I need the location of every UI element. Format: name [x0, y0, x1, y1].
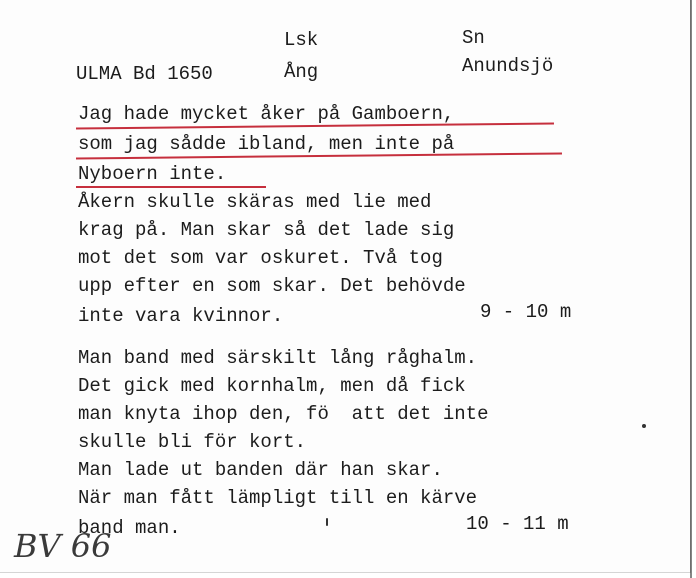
handwritten-mark: BV 66	[14, 527, 112, 565]
text-line: man knyta ihop den, fö att det inte	[78, 403, 489, 425]
archive-ref: ULMA Bd 1650	[76, 63, 213, 85]
ink-speck	[642, 424, 646, 428]
text-line: krag på. Man skar så det lade sig	[78, 219, 455, 241]
text-line: Man band med särskilt lång råghalm.	[78, 347, 478, 369]
underline	[76, 186, 266, 188]
page-ref: 10 - 11 m	[466, 513, 569, 535]
text-line: Det gick med kornhalm, men då fick	[78, 375, 466, 397]
text-line: inte vara kvinnor.	[78, 305, 284, 327]
card-edge	[690, 0, 692, 578]
text-line: upp efter en som skar. Det behövde	[78, 275, 466, 297]
text-line: mot det som var oskuret. Två tog	[78, 247, 443, 269]
text-line: Åkern skulle skäras med lie med	[78, 191, 432, 213]
sn-label: Sn	[462, 27, 485, 49]
landskap-value: Ång	[284, 61, 319, 83]
text-line: När man fått lämpligt till en kärve	[78, 487, 478, 509]
text-line: Nyboern inte.	[78, 163, 227, 185]
page-ref: 9 - 10 m	[480, 301, 572, 323]
text-line: som jag sådde ibland, men inte på	[78, 133, 455, 155]
text-line: skulle bli för kort.	[78, 431, 307, 453]
text-line: Jag hade mycket åker på Gamboern,	[78, 103, 455, 125]
text-line: Man lade ut banden där han skar.	[78, 459, 443, 481]
lsk-label: Lsk	[284, 29, 319, 51]
ink-speck	[326, 518, 328, 526]
socken-value: Anundsjö	[462, 55, 554, 77]
text-line: band man.	[78, 517, 181, 539]
